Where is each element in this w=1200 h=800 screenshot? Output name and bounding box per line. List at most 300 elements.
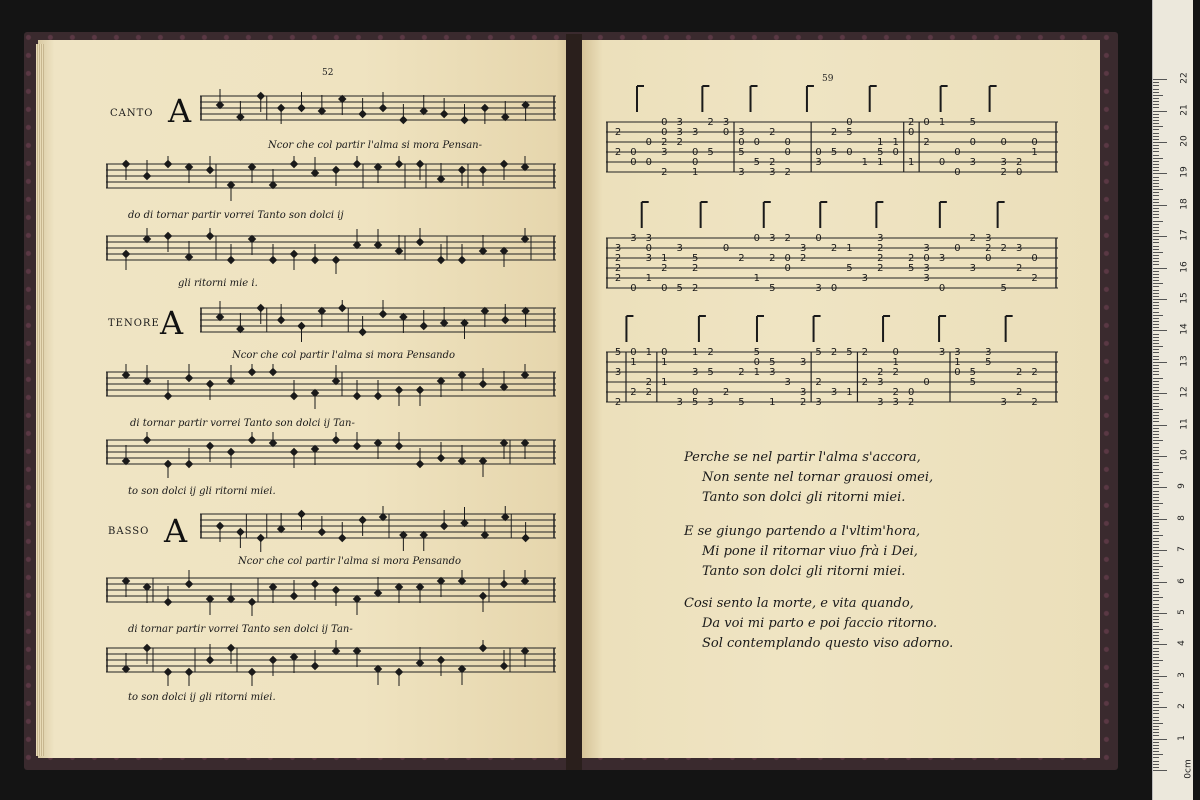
tab-glyph: 0 bbox=[907, 387, 915, 398]
tab-glyph: 2 bbox=[769, 157, 776, 168]
tab-glyph: 0 bbox=[661, 127, 668, 138]
ruler-tick bbox=[1153, 261, 1159, 262]
tab-glyph: 5 bbox=[691, 397, 699, 408]
tab-glyph: 3 bbox=[923, 263, 930, 274]
initial-tenore: A bbox=[160, 304, 184, 342]
ruler-tick bbox=[1153, 362, 1167, 363]
rhythm-flag bbox=[939, 316, 946, 342]
ruler-tick bbox=[1153, 717, 1159, 718]
tab-glyph: 2 bbox=[892, 367, 899, 378]
tab-glyph: 0 bbox=[661, 117, 668, 128]
tab-glyph: 5 bbox=[738, 147, 745, 158]
ruler-tick bbox=[1153, 516, 1159, 517]
tab-glyph: 2 bbox=[830, 243, 838, 254]
ruler-tick bbox=[1153, 120, 1159, 121]
tab-glyph: 3 bbox=[645, 253, 653, 264]
tab-glyph: 5 bbox=[830, 147, 838, 158]
lyric-basso-2: di tornar partir vorrei Tanto sen dolci ij Tan- bbox=[128, 624, 353, 635]
ruler-tick bbox=[1153, 242, 1159, 243]
ruler-tick bbox=[1153, 268, 1167, 269]
ruler-tick bbox=[1153, 167, 1159, 168]
tab-glyph: 0 bbox=[630, 347, 637, 358]
ruler-number: 4 bbox=[1176, 640, 1187, 647]
staff-basso-2 bbox=[106, 570, 556, 616]
ruler-tick bbox=[1153, 622, 1159, 623]
ruler-number: 20 bbox=[1179, 135, 1190, 147]
ruler-tick bbox=[1153, 648, 1159, 649]
tab-glyph: 0 bbox=[630, 157, 637, 168]
ruler-tick bbox=[1153, 764, 1159, 765]
tab-glyph: 5 bbox=[815, 347, 822, 358]
rhythm-flag bbox=[637, 86, 644, 112]
tab-glyph: 3 bbox=[815, 157, 822, 168]
ruler-tick bbox=[1153, 161, 1159, 162]
ruler-tick bbox=[1153, 164, 1159, 165]
ruler-tick bbox=[1153, 183, 1159, 184]
tab-glyph: 0 bbox=[954, 243, 961, 254]
poem-line: Da voi mi parto e poi faccio ritorno. bbox=[702, 616, 938, 631]
staff-canto-1 bbox=[200, 88, 556, 134]
ruler-tick bbox=[1153, 538, 1159, 539]
ruler-tick bbox=[1153, 462, 1159, 463]
ruler-tick bbox=[1153, 286, 1159, 287]
tab-glyph: 2 bbox=[1031, 397, 1038, 408]
tab-glyph: 2 bbox=[799, 397, 807, 408]
tab-glyph: 2 bbox=[645, 377, 653, 388]
tab-glyph: 1 bbox=[753, 367, 761, 378]
ruler-tick bbox=[1153, 312, 1159, 313]
ruler-tick bbox=[1153, 695, 1159, 696]
tab-glyph: 0 bbox=[630, 283, 637, 294]
ruler-tick bbox=[1153, 469, 1159, 470]
tab-glyph: 5 bbox=[738, 397, 745, 408]
tab-glyph: 0 bbox=[954, 147, 961, 158]
ruler-number: 3 bbox=[1176, 671, 1187, 678]
ruler-tick bbox=[1153, 302, 1159, 303]
tab-glyph: 3 bbox=[938, 253, 946, 264]
tab-glyph: 0 bbox=[892, 347, 899, 358]
tab-glyph: 1 bbox=[691, 167, 699, 178]
tab-glyph: 0 bbox=[815, 147, 822, 158]
ruler-tick bbox=[1153, 641, 1159, 642]
ruler-tick bbox=[1153, 352, 1159, 353]
ruler-tick bbox=[1153, 95, 1163, 96]
tab-glyph: 3 bbox=[1000, 397, 1007, 408]
poem-stanza-2 bbox=[684, 522, 920, 582]
poem-line: Cosi sento la morte, e vita quando, bbox=[684, 596, 914, 611]
tab-glyph: 2 bbox=[614, 397, 622, 408]
rhythm-flag bbox=[757, 316, 764, 342]
ruler-tick bbox=[1153, 544, 1159, 545]
voice-label-tenore: TENORE bbox=[108, 318, 160, 329]
tab-glyph: 5 bbox=[969, 367, 977, 378]
ruler-tick bbox=[1153, 528, 1159, 529]
ruler-number: 2 bbox=[1176, 703, 1187, 710]
tab-glyph: 2 bbox=[707, 117, 714, 128]
ruler-tick bbox=[1153, 676, 1167, 677]
ruler-tick bbox=[1153, 732, 1159, 733]
poem-stanza-3 bbox=[684, 594, 953, 654]
ruler-tick bbox=[1153, 123, 1159, 124]
poem-line: E se giungo partendo a l'vltim'hora, bbox=[684, 524, 921, 539]
poem-stanza-1 bbox=[684, 448, 933, 508]
ruler-tick bbox=[1153, 770, 1167, 771]
ruler-tick bbox=[1153, 707, 1167, 708]
ruler-tick bbox=[1153, 321, 1159, 322]
ruler-tick bbox=[1153, 409, 1163, 410]
ruler-tick bbox=[1153, 277, 1159, 278]
staff-basso-3 bbox=[106, 640, 556, 686]
tab-glyph: 2 bbox=[645, 387, 653, 398]
tab-glyph: 0 bbox=[691, 387, 699, 398]
tab-glyph: 1 bbox=[877, 137, 884, 148]
tab-glyph: 2 bbox=[1015, 367, 1023, 378]
tab-glyph: 0 bbox=[753, 137, 761, 148]
ruler-tick bbox=[1153, 418, 1159, 419]
ruler-number: 11 bbox=[1179, 417, 1190, 430]
tab-glyph: 2 bbox=[738, 367, 745, 378]
voice-label-canto: CANTO bbox=[110, 108, 154, 119]
ruler-tick bbox=[1153, 230, 1159, 231]
ruler-number: 5 bbox=[1176, 609, 1187, 615]
tab-glyph: 3 bbox=[799, 387, 807, 398]
ruler-tick bbox=[1153, 343, 1159, 344]
ruler-tick bbox=[1153, 79, 1167, 80]
tab-glyph: 5 bbox=[985, 357, 992, 368]
ruler-tick bbox=[1153, 673, 1159, 674]
lyric-basso-3: to son dolci ij gli ritorni miei. bbox=[128, 692, 276, 703]
ruler-tick bbox=[1153, 698, 1159, 699]
tab-glyph: 3 bbox=[815, 397, 822, 408]
ruler-tick bbox=[1153, 365, 1159, 366]
ruler-tick bbox=[1153, 594, 1159, 595]
tab-glyph: 0 bbox=[738, 137, 745, 148]
rhythm-flag bbox=[751, 86, 758, 112]
tab-glyph: 3 bbox=[722, 117, 730, 128]
tab-glyph: 3 bbox=[830, 387, 838, 398]
left-page-number: 52 bbox=[322, 68, 334, 78]
ruler-tick bbox=[1153, 720, 1159, 721]
tab-glyph: 3 bbox=[1015, 243, 1023, 254]
tab-glyph: 2 bbox=[707, 347, 714, 358]
ruler-tick bbox=[1153, 701, 1159, 702]
ruler-tick bbox=[1153, 431, 1159, 432]
tab-glyph: 0 bbox=[630, 147, 637, 158]
ruler-tick bbox=[1153, 607, 1159, 608]
ruler-tick bbox=[1153, 399, 1159, 400]
ruler-tick bbox=[1153, 227, 1159, 228]
ruler-tick bbox=[1153, 255, 1159, 256]
tab-glyph: 3 bbox=[738, 127, 745, 138]
tab-glyph: 5 bbox=[846, 263, 853, 274]
tab-glyph: 5 bbox=[907, 263, 915, 274]
ruler-tick bbox=[1153, 202, 1159, 203]
rhythm-flag bbox=[699, 316, 706, 342]
ruler-tick bbox=[1153, 506, 1159, 507]
tab-glyph: 2 bbox=[985, 243, 992, 254]
ruler-tick bbox=[1153, 742, 1159, 743]
ruler-tick bbox=[1153, 478, 1159, 479]
ruler-tick bbox=[1153, 337, 1159, 338]
ruler-tick bbox=[1153, 660, 1163, 661]
ruler-tick bbox=[1153, 600, 1159, 601]
ruler-tick bbox=[1153, 381, 1159, 382]
ruler-tick bbox=[1153, 136, 1159, 137]
ruler-tick bbox=[1153, 572, 1159, 573]
ruler-tick bbox=[1153, 85, 1159, 86]
ruler-number: 22 bbox=[1179, 72, 1190, 84]
ruler-tick bbox=[1153, 447, 1159, 448]
ruler-tick bbox=[1153, 767, 1159, 768]
ruler-tick bbox=[1153, 616, 1159, 617]
ruler-tick bbox=[1153, 519, 1167, 520]
ruler-tick bbox=[1153, 440, 1163, 441]
tab-glyph: 0 bbox=[1031, 137, 1038, 148]
ruler-tick bbox=[1153, 396, 1159, 397]
tab-glyph: 1 bbox=[861, 157, 869, 168]
tab-glyph: 2 bbox=[1015, 387, 1023, 398]
tab-glyph: 2 bbox=[907, 253, 915, 264]
initial-basso: A bbox=[164, 512, 188, 550]
staff-canto-2 bbox=[106, 156, 556, 202]
ruler-tick bbox=[1153, 412, 1159, 413]
tab-glyph: 3 bbox=[969, 263, 977, 274]
tab-glyph: 3 bbox=[969, 157, 977, 168]
ruler-tick bbox=[1153, 186, 1159, 187]
tab-glyph: 1 bbox=[954, 357, 961, 368]
ruler-tick bbox=[1153, 704, 1159, 705]
tablature-system-2 bbox=[606, 198, 1058, 302]
tab-glyph: 1 bbox=[661, 357, 668, 368]
tab-glyph: 0 bbox=[661, 347, 668, 358]
tab-glyph: 5 bbox=[846, 347, 853, 358]
tab-glyph: 1 bbox=[769, 397, 776, 408]
ruler-tick bbox=[1153, 104, 1159, 105]
tab-glyph: 2 bbox=[661, 137, 668, 148]
tab-glyph: 0 bbox=[784, 253, 791, 264]
tab-glyph: 3 bbox=[923, 273, 930, 284]
ruler-tick bbox=[1153, 89, 1159, 90]
ruler-number: 16 bbox=[1179, 260, 1190, 273]
ruler-tick bbox=[1153, 205, 1167, 206]
ruler-tick bbox=[1153, 494, 1159, 495]
ruler-tick bbox=[1153, 387, 1159, 388]
ruler-tick bbox=[1153, 484, 1159, 485]
rhythm-flag bbox=[702, 86, 709, 112]
poem-line: Sol contemplando questo viso adorno. bbox=[702, 636, 954, 651]
ruler-tick bbox=[1153, 450, 1159, 451]
ruler-tick bbox=[1153, 252, 1163, 253]
ruler-tick bbox=[1153, 509, 1159, 510]
tab-glyph: 2 bbox=[861, 377, 869, 388]
tab-glyph: 2 bbox=[614, 147, 622, 158]
ruler-tick bbox=[1153, 619, 1159, 620]
lyric-tenore-1: Ncor che col partir l'alma si mora Pensando bbox=[232, 350, 456, 361]
ruler-tick bbox=[1153, 145, 1159, 146]
lyric-tenore-3: to son dolci ij gli ritorni miei. bbox=[128, 486, 276, 497]
tab-glyph: 3 bbox=[614, 243, 622, 254]
ruler-tick bbox=[1153, 472, 1163, 473]
tab-glyph: 3 bbox=[707, 397, 714, 408]
ruler-tick bbox=[1153, 283, 1163, 284]
ruler-number: 17 bbox=[1179, 229, 1190, 241]
tab-glyph: 1 bbox=[846, 387, 853, 398]
ruler-tick bbox=[1153, 107, 1159, 108]
ruler-tick bbox=[1153, 334, 1159, 335]
tab-glyph: 0 bbox=[815, 233, 822, 244]
ruler-tick bbox=[1153, 384, 1159, 385]
tab-glyph: 0 bbox=[645, 137, 653, 148]
ruler-tick bbox=[1153, 428, 1159, 429]
tab-glyph: 0 bbox=[985, 253, 992, 264]
tab-glyph: 2 bbox=[769, 253, 776, 264]
ruler-number: 14 bbox=[1179, 323, 1190, 336]
tab-glyph: 3 bbox=[784, 377, 791, 388]
ruler-tick bbox=[1153, 497, 1159, 498]
ruler-tick bbox=[1153, 249, 1159, 250]
tab-glyph: 5 bbox=[614, 347, 622, 358]
tab-glyph: 3 bbox=[630, 233, 637, 244]
ruler-tick bbox=[1153, 293, 1159, 294]
page-edges bbox=[36, 44, 44, 756]
ruler-tick bbox=[1153, 214, 1159, 215]
ruler-tick bbox=[1153, 556, 1159, 557]
ruler-number: 13 bbox=[1179, 355, 1190, 367]
tab-glyph: 5 bbox=[753, 157, 761, 168]
ruler-tick bbox=[1153, 406, 1159, 407]
tab-glyph: 2 bbox=[1015, 157, 1023, 168]
tab-glyph: 2 bbox=[877, 243, 884, 254]
tab-glyph: 3 bbox=[769, 233, 776, 244]
tab-glyph: 2 bbox=[784, 167, 791, 178]
ruler-tick bbox=[1153, 735, 1159, 736]
ruler-tick bbox=[1153, 390, 1159, 391]
tab-glyph: 0 bbox=[846, 147, 853, 158]
tab-glyph: 5 bbox=[707, 367, 714, 378]
tab-glyph: 3 bbox=[877, 377, 884, 388]
staff-basso-1 bbox=[200, 506, 556, 552]
ruler-tick bbox=[1153, 199, 1159, 200]
tab-glyph: 3 bbox=[938, 347, 946, 358]
ruler-tick bbox=[1153, 713, 1159, 714]
tab-glyph: 0 bbox=[645, 157, 653, 168]
tab-glyph: 3 bbox=[892, 397, 899, 408]
tab-glyph: 2 bbox=[1015, 263, 1023, 274]
tab-glyph: 1 bbox=[630, 357, 637, 368]
ruler-tick bbox=[1153, 481, 1159, 482]
tab-glyph: 5 bbox=[969, 117, 977, 128]
rhythm-flag bbox=[876, 202, 883, 228]
tab-glyph: 1 bbox=[892, 137, 899, 148]
ruler-tick bbox=[1153, 139, 1159, 140]
tab-glyph: 0 bbox=[969, 137, 977, 148]
voice-label-basso: BASSO bbox=[108, 526, 150, 537]
tab-glyph: 3 bbox=[676, 117, 683, 128]
tab-glyph: 0 bbox=[938, 283, 946, 294]
ruler-tick bbox=[1153, 195, 1159, 196]
tab-glyph: 0 bbox=[753, 357, 761, 368]
tab-glyph: 1 bbox=[645, 347, 653, 358]
tab-glyph: 5 bbox=[707, 147, 714, 158]
tab-glyph: 3 bbox=[691, 367, 699, 378]
tab-glyph: 2 bbox=[722, 387, 730, 398]
tab-glyph: 2 bbox=[630, 387, 637, 398]
tab-glyph: 2 bbox=[614, 253, 622, 264]
tab-glyph: 0 bbox=[1000, 137, 1007, 148]
rhythm-flag bbox=[701, 202, 708, 228]
ruler-tick bbox=[1153, 258, 1159, 259]
tab-glyph: 0 bbox=[923, 117, 930, 128]
tab-glyph: 2 bbox=[861, 347, 869, 358]
rhythm-flag bbox=[642, 202, 649, 228]
tab-glyph: 5 bbox=[1000, 283, 1007, 294]
ruler-tick bbox=[1153, 459, 1159, 460]
tab-glyph: 2 bbox=[769, 127, 776, 138]
tab-glyph: 5 bbox=[877, 147, 884, 158]
tab-glyph: 1 bbox=[938, 117, 946, 128]
ruler-tick bbox=[1153, 578, 1159, 579]
tab-glyph: 0 bbox=[923, 377, 930, 388]
ruler-tick bbox=[1153, 748, 1159, 749]
tab-glyph: 3 bbox=[1000, 157, 1007, 168]
ruler-tick bbox=[1153, 403, 1159, 404]
tab-glyph: 0 bbox=[923, 253, 930, 264]
ruler-tick bbox=[1153, 629, 1163, 630]
lyric-canto-1: Ncor che col partir l'alma si mora Pensan- bbox=[268, 140, 482, 151]
ruler-tick bbox=[1153, 233, 1159, 234]
tab-glyph: 2 bbox=[907, 397, 915, 408]
tab-glyph: 3 bbox=[661, 147, 668, 158]
ruler-tick bbox=[1153, 453, 1159, 454]
tab-glyph: 2 bbox=[969, 233, 977, 244]
rhythm-flag bbox=[764, 202, 771, 228]
ruler-tick bbox=[1153, 644, 1167, 645]
tab-glyph: 2 bbox=[691, 263, 699, 274]
rhythm-flag bbox=[941, 86, 948, 112]
ruler-tick bbox=[1153, 274, 1159, 275]
tab-glyph: 3 bbox=[769, 367, 776, 378]
ruler-tick bbox=[1153, 503, 1163, 504]
ruler-tick bbox=[1153, 613, 1167, 614]
tab-glyph: 2 bbox=[614, 273, 622, 284]
tab-glyph: 2 bbox=[815, 377, 822, 388]
tab-glyph: 0 bbox=[691, 157, 699, 168]
ruler-tick bbox=[1153, 208, 1159, 209]
tab-glyph: 0 bbox=[907, 127, 915, 138]
tab-glyph: 0 bbox=[1015, 167, 1023, 178]
ruler-tick bbox=[1153, 638, 1159, 639]
tab-glyph: 1 bbox=[691, 347, 699, 358]
tab-glyph: 5 bbox=[769, 283, 776, 294]
tab-glyph: 1 bbox=[661, 377, 668, 388]
ruler-tick bbox=[1153, 575, 1159, 576]
ruler-tick bbox=[1153, 378, 1163, 379]
tab-glyph: 2 bbox=[830, 127, 838, 138]
ruler-tick bbox=[1153, 305, 1159, 306]
tab-glyph: 0 bbox=[954, 367, 961, 378]
rhythm-flag bbox=[998, 202, 1005, 228]
tab-glyph: 3 bbox=[954, 347, 961, 358]
ruler-tick bbox=[1153, 371, 1159, 372]
ruler-number: 15 bbox=[1179, 292, 1190, 304]
ruler-tick bbox=[1153, 585, 1159, 586]
tab-glyph: 2 bbox=[676, 137, 683, 148]
ruler-tick bbox=[1153, 563, 1159, 564]
tab-glyph: 2 bbox=[661, 167, 668, 178]
ruler-tick bbox=[1153, 327, 1159, 328]
poem-line: Mi pone il ritornar viuo frà i Dei, bbox=[702, 544, 918, 559]
lyric-basso-1: Ncor che col partir l'alma si mora Pensando bbox=[238, 556, 462, 567]
